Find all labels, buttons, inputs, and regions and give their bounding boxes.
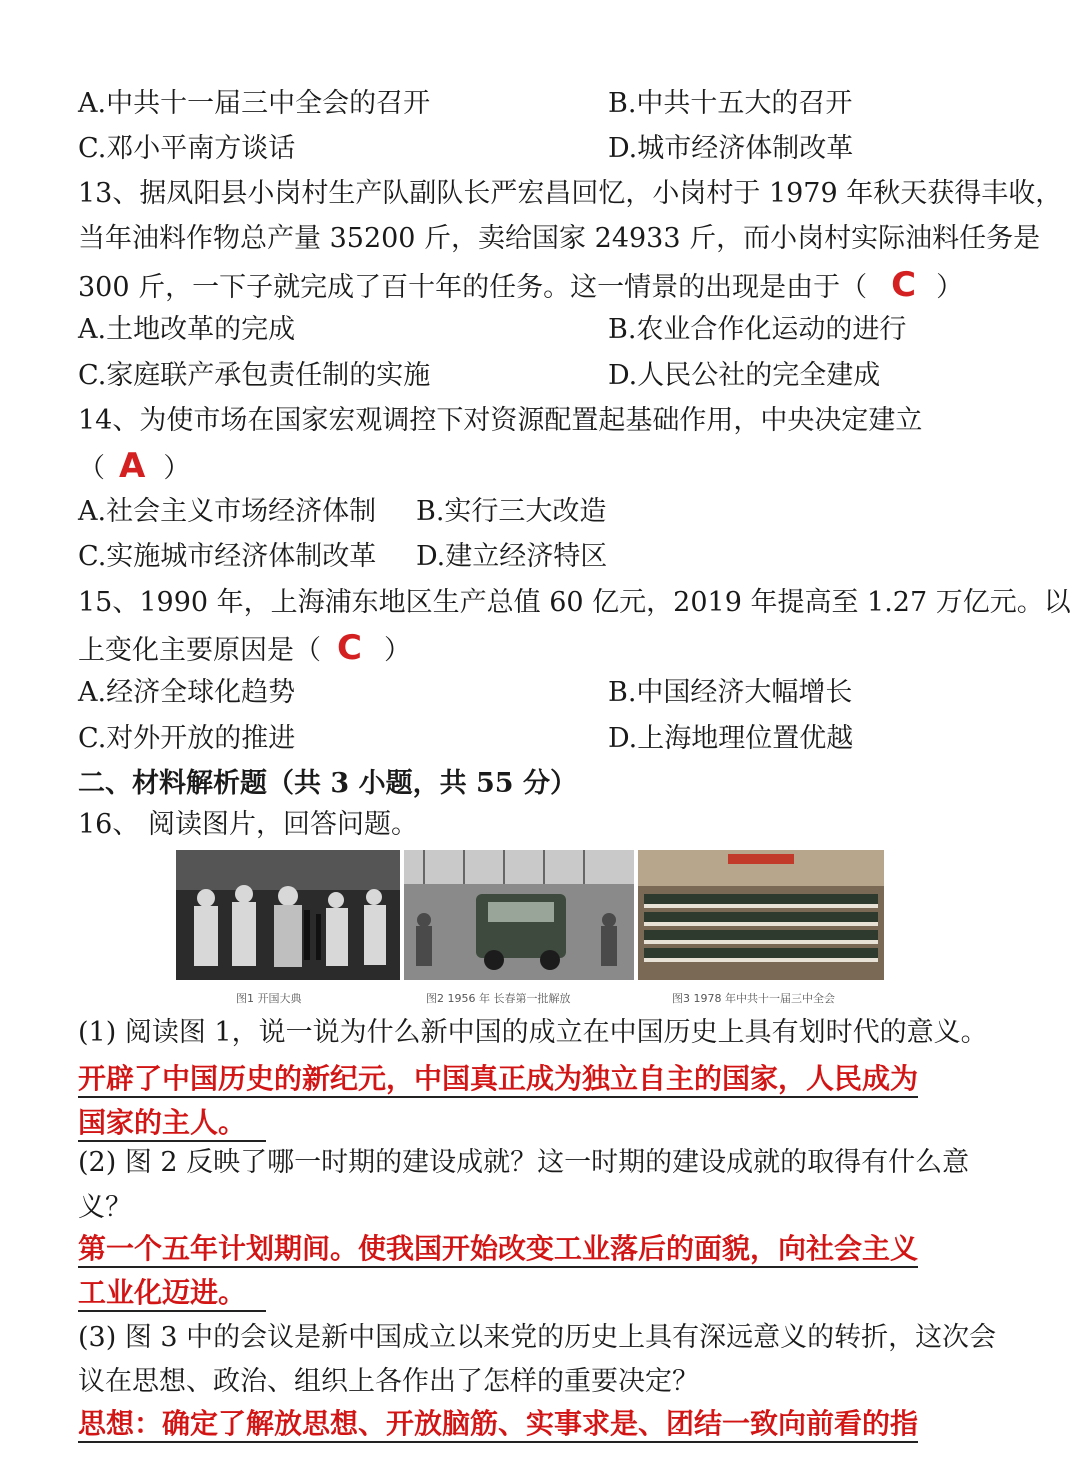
q14-stem-line1: 14、为使市场在国家宏观调控下对资源配置起基础作用，中央决定建立 bbox=[78, 405, 923, 436]
q12-option-c: C.邓小平南方谈话 bbox=[78, 133, 296, 164]
q16-part1-answer-line1 bbox=[78, 1059, 918, 1100]
q15-stem-line2 bbox=[78, 628, 411, 671]
q15-stem-text: 上变化主要原因是（ bbox=[78, 635, 321, 666]
q16-part2-answer-line2 bbox=[78, 1273, 266, 1314]
q13-option-d: D.人民公社的完全建成 bbox=[608, 360, 881, 391]
q16-part3-answer-line1 bbox=[78, 1404, 918, 1445]
q14-open-paren: （ bbox=[78, 453, 105, 484]
q16-part3-question-line1: (3) 图 3 中的会议是新中国成立以来党的历史上具有深远意义的转折，这次会 bbox=[78, 1322, 997, 1353]
section-title: 二、材料解析题（共 3 小题，共 55 分） bbox=[78, 768, 577, 799]
q14-option-b: B.实行三大改造 bbox=[416, 496, 607, 527]
q15-stem-line1: 15、1990 年，上海浦东地区生产总值 60 亿元，2019 年提高至 1.27 万亿元。以 bbox=[78, 587, 1071, 618]
q13-option-c: C.家庭联产承包责任制的实施 bbox=[78, 360, 431, 391]
q13-option-b: B.农业合作化运动的进行 bbox=[608, 314, 907, 345]
q15-close-paren: ） bbox=[383, 635, 411, 666]
q15-option-d: D.上海地理位置优越 bbox=[608, 723, 854, 754]
q13-stem-line2: 当年油料作物总产量 35200 斤，卖给国家 24933 斤，而小岗村实际油料任务是 bbox=[78, 223, 1041, 254]
figure-3-photo bbox=[638, 850, 884, 980]
q15-option-b: B.中国经济大幅增长 bbox=[608, 677, 853, 708]
figure-strip bbox=[176, 850, 888, 1010]
q13-answer: C bbox=[891, 265, 917, 305]
q12-option-b: B.中共十五大的召开 bbox=[608, 88, 853, 119]
figure-3-caption: 图3 1978 年中共十一届三中全会 bbox=[672, 992, 835, 1005]
answer-text: 工业化迈进。 bbox=[78, 1276, 266, 1312]
q12-option-d: D.城市经济体制改革 bbox=[608, 133, 854, 164]
answer-text: 思想：确定了解放思想、开放脑筋、实事求是、团结一致向前看的指 bbox=[78, 1407, 918, 1443]
q14-answer: A bbox=[119, 446, 146, 486]
q16-part2-question-line1: (2) 图 2 反映了哪一时期的建设成就？这一时期的建设成就的取得有什么意 bbox=[78, 1147, 970, 1178]
q14-option-d: D.建立经济特区 bbox=[416, 541, 608, 572]
q13-stem-line1: 13、据凤阳县小岗村生产队副队长严宏昌回忆，小岗村于 1979 年秋天获得丰收， bbox=[78, 178, 1063, 209]
q15-option-c: C.对外开放的推进 bbox=[78, 723, 296, 754]
q16-part1-question: (1) 阅读图 1，说一说为什么新中国的成立在中国历史上具有划时代的意义。 bbox=[78, 1017, 988, 1048]
q14-option-a: A.社会主义市场经济体制 bbox=[78, 496, 377, 527]
q13-stem-text: 300 斤，一下子就完成了百十年的任务。这一情景的出现是由于（ bbox=[78, 272, 868, 303]
q13-stem-line3 bbox=[78, 265, 963, 308]
q12-option-a: A.中共十一届三中全会的召开 bbox=[78, 88, 431, 119]
q13-option-a: A.土地改革的完成 bbox=[78, 314, 296, 345]
q16-part2-question-line2: 义？ bbox=[78, 1192, 132, 1223]
answer-text: 国家的主人。 bbox=[78, 1106, 266, 1142]
q15-answer: C bbox=[337, 628, 362, 668]
figure-2-caption: 图2 1956 年 长春第一批解放 bbox=[426, 992, 571, 1005]
q14-answer-line bbox=[78, 446, 190, 489]
figure-1-photo bbox=[176, 850, 400, 980]
q14-close-paren: ） bbox=[163, 453, 191, 484]
figure-1-caption: 图1 开国大典 bbox=[236, 992, 302, 1005]
answer-text: 开辟了中国历史的新纪元，中国真正成为独立自主的国家，人民成为 bbox=[78, 1062, 918, 1098]
q16-intro: 16、 阅读图片，回答问题。 bbox=[78, 809, 418, 840]
q16-part2-answer-line1 bbox=[78, 1229, 918, 1270]
q16-part1-answer-line2 bbox=[78, 1103, 266, 1144]
answer-text: 第一个五年计划期间。使我国开始改变工业落后的面貌，向社会主义 bbox=[78, 1232, 918, 1268]
q16-part3-question-line2: 议在思想、政治、组织上各作出了怎样的重要决定？ bbox=[78, 1366, 699, 1397]
figure-2-photo bbox=[404, 850, 634, 980]
q14-option-c: C.实施城市经济体制改革 bbox=[78, 541, 377, 572]
q13-close-paren: ） bbox=[936, 272, 964, 303]
q15-option-a: A.经济全球化趋势 bbox=[78, 677, 296, 708]
